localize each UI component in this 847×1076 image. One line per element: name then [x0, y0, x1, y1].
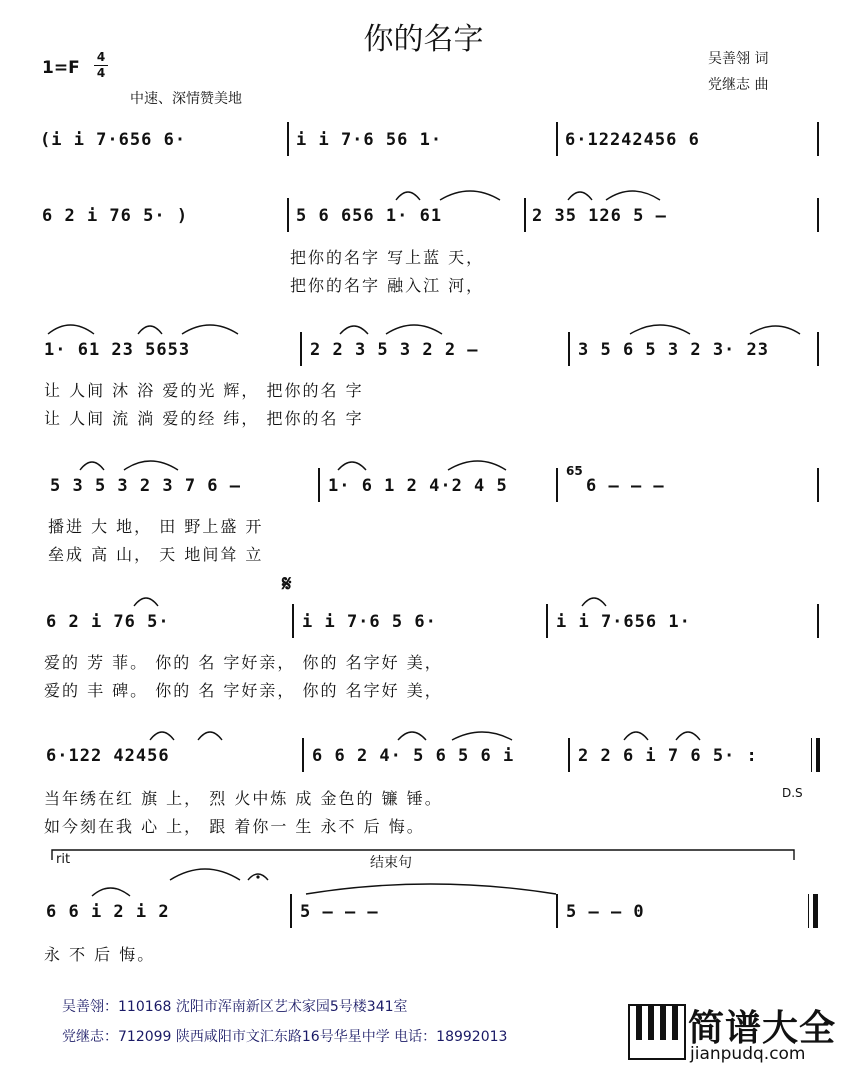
- row6-measure2-notes: 6 6 2 4· 5 6 5 6 i: [312, 746, 515, 766]
- slur-arc: [198, 732, 222, 740]
- row5-lyrics-verse2: 爱的 丰 碑。 你的 名 字好亲， 你的 名字好 美，: [44, 681, 443, 700]
- row5-measure3-notes: i i 7·656 1·: [556, 612, 691, 632]
- segno-sign: 𝄋: [282, 572, 292, 597]
- row5-measure1-notes: 6 2 i 76 5·: [46, 612, 170, 632]
- row3-measure2-notes: 2 2 3 5 3 2 2 –: [310, 340, 479, 360]
- row3-lyrics-verse2: 让 人间 流 淌 爱的经 纬， 把你的名 字: [44, 409, 364, 428]
- footer-line1: 吴善翎：110168 沈阳市浑南新区艺术家园5号楼341室: [62, 999, 408, 1015]
- row3-measure1-notes: 1· 61 23 5653: [44, 340, 191, 360]
- slur-arc: [582, 598, 606, 606]
- row3-measure3-notes: 3 5 6 5 3 2 3· 23: [578, 340, 769, 360]
- row6-measure1-notes: 6·122 42456: [46, 746, 170, 766]
- row6-lyrics-verse2: 如今刻在我 心 上， 跟 着你一 生 永不 后 悔。: [44, 817, 425, 836]
- slur-arc: [624, 732, 648, 740]
- logo-text: 简谱大全: [688, 1008, 837, 1049]
- row2-lyrics-verse1: 把你的名字 写上蓝 天，: [290, 248, 485, 267]
- row4-measure3-notes: 6 – – –: [586, 476, 665, 496]
- slur-arc: [606, 191, 660, 200]
- tempo-marking: 中速、深情赞美地: [130, 91, 242, 107]
- row1-measure2-notes: i i 7·6 56 1·: [296, 130, 443, 150]
- row2-measure2-notes: 5 6 656 1· 61: [296, 206, 443, 226]
- slur-arc: [386, 325, 442, 334]
- row4-measure2-notes: 1· 6 1 2 4·2 4 5: [328, 476, 508, 496]
- slur-arc: [440, 191, 500, 200]
- slur-arc: [306, 884, 556, 894]
- slur-arc: [398, 732, 426, 740]
- fermata-dot: [256, 875, 259, 878]
- slur-arc: [124, 461, 178, 470]
- slur-arc: [396, 192, 420, 200]
- slur-arc: [338, 462, 366, 470]
- logo-url: jianpudq.com: [690, 1044, 806, 1064]
- slur-arc: [48, 325, 94, 334]
- slur-arc: [750, 326, 800, 334]
- slur-arc: [150, 732, 174, 740]
- rit-bracket: [52, 850, 794, 860]
- lyricist-credit: 吴善翎 词: [708, 51, 769, 67]
- row6-lyrics-verse1: 当年绣在红 旗 上， 烈 火中炼 成 金色的 镰 锤。: [44, 789, 443, 808]
- slur-arc: [568, 192, 592, 200]
- slur-arc: [452, 732, 512, 740]
- row5-measure2-notes: i i 7·6 5 6·: [302, 612, 437, 632]
- row4-lyrics-verse2: 垒成 高 山， 天 地间耸 立: [48, 545, 264, 564]
- ritardando-mark: rit: [56, 852, 71, 867]
- row7-measure1-notes: 6 6 i 2 i 2: [46, 902, 170, 922]
- row4-lyrics-verse1: 播进 大 地， 田 野上盛 开: [48, 517, 264, 536]
- slur-arc: [170, 869, 240, 880]
- dal-segno-mark: D.S: [782, 786, 803, 800]
- row5-lyrics-verse1: 爱的 芳 菲。 你的 名 字好亲， 你的 名字好 美，: [44, 653, 443, 672]
- slur-arc: [182, 325, 238, 334]
- slur-arc: [134, 598, 158, 606]
- row3-lyrics-verse1: 让 人间 沐 浴 爱的光 辉， 把你的名 字: [44, 381, 364, 400]
- row7-lyrics: 永 不 后 悔。: [44, 945, 156, 964]
- slur-arc: [138, 326, 162, 334]
- grace-notes: 65: [566, 464, 583, 478]
- slur-arc: [630, 325, 690, 334]
- meter-bottom: 4: [94, 65, 108, 81]
- ending-label: 结束句: [370, 855, 412, 871]
- slur-arc: [80, 462, 104, 470]
- piano-keys-icon: [628, 1004, 686, 1060]
- key-signature: 1=F: [42, 58, 80, 78]
- slur-arc: [448, 461, 506, 470]
- row2-measure3-notes: 2 35 126 5 –: [532, 206, 667, 226]
- site-logo: [628, 1004, 838, 1068]
- row6-measure3-notes: 2 2 6 i 7 6 5· :: [578, 746, 758, 766]
- row4-measure1-notes: 5 3 5 3 2 3 7 6 –: [50, 476, 241, 496]
- composer-credit: 党继志 曲: [708, 77, 769, 93]
- meter-top: 4: [96, 50, 106, 64]
- footer-line2: 党继志：712099 陕西咸阳市文汇东路16号华星中学 电话：18992013: [62, 1029, 508, 1045]
- row7-measure3-notes: 5 – – 0: [566, 902, 645, 922]
- row1-measure3-notes: 6·12242456 6: [565, 130, 700, 150]
- row2-measure1-notes: 6 2 i 76 5· ): [42, 206, 189, 226]
- slur-arc: [676, 732, 700, 740]
- row2-lyrics-verse2: 把你的名字 融入江 河，: [290, 276, 485, 295]
- row1-measure1-notes: (i i 7·656 6·: [40, 130, 187, 150]
- slur-arc: [92, 888, 130, 896]
- song-title: 你的名字: [363, 22, 484, 57]
- slur-arc: [340, 326, 368, 334]
- row7-measure2-notes: 5 – – –: [300, 902, 379, 922]
